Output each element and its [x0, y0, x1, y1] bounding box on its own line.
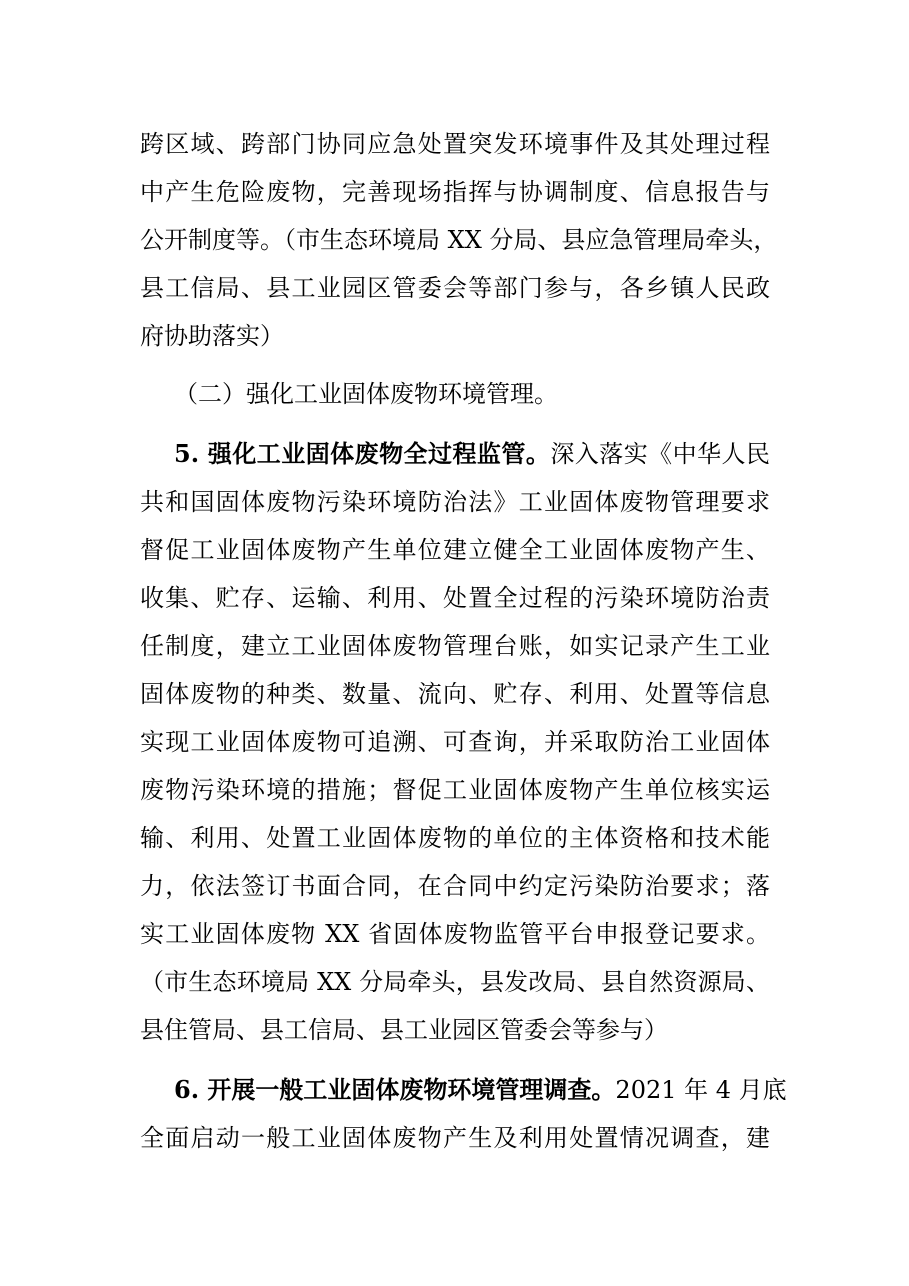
- paragraph-line: 收集、贮存、运输、利用、处置全过程的污染环境防治责: [140, 584, 770, 612]
- paragraph-line: 任制度，建立工业固体废物管理台账，如实记录产生工业: [140, 632, 770, 660]
- paragraph-line: 县工信局、县工业园区管委会等部门参与，各乡镇人民政: [140, 274, 770, 302]
- item-first-line: [174, 434, 770, 474]
- item-text: 2021 年 4 月底: [615, 1076, 787, 1104]
- paragraph-line: 输、利用、处置工业固体废物的单位的主体资格和技术能: [140, 824, 770, 852]
- item-text: 深入落实《中华人民: [550, 440, 770, 468]
- paragraph-line: 共和国固体废物污染环境防治法》工业固体废物管理要求: [140, 488, 770, 516]
- paragraph-line: 督促工业固体废物产生单位建立健全工业固体废物产生、: [140, 536, 770, 564]
- item-title: 5. 强化工业固体废物全过程监管。: [174, 439, 551, 468]
- item-first-line: [174, 1070, 787, 1110]
- paragraph-line: 固体废物的种类、数量、流向、贮存、利用、处置等信息: [140, 680, 770, 708]
- paragraph-line: 实现工业固体废物可追溯、可查询，并采取防治工业固体: [140, 728, 770, 756]
- section-heading: （二）强化工业固体废物环境管理。: [174, 380, 558, 408]
- paragraph-line: 跨区域、跨部门协同应急处置突发环境事件及其处理过程: [140, 130, 770, 158]
- paragraph-line: 全面启动一般工业固体废物产生及利用处置情况调查，建: [140, 1124, 770, 1152]
- paragraph-line: 府协助落实）: [140, 322, 284, 350]
- paragraph-line: 县住管局、县工信局、县工业园区管委会等参与）: [140, 1016, 668, 1044]
- paragraph-line: （市生态环境局 XX 分局牵头，县发改局、县自然资源局、: [140, 968, 770, 996]
- paragraph-line: 废物污染环境的措施；督促工业固体废物产生单位核实运: [140, 776, 770, 804]
- paragraph-line: 公开制度等。（市生态环境局 XX 分局、县应急管理局牵头，: [140, 226, 778, 254]
- paragraph-line: 中产生危险废物，完善现场指挥与协调制度、信息报告与: [140, 178, 770, 206]
- paragraph-line: 力，依法签订书面合同，在合同中约定污染防治要求；落: [140, 872, 770, 900]
- item-title: 6. 开展一般工业固体废物环境管理调查。: [174, 1075, 616, 1104]
- paragraph-line: 实工业固体废物 XX 省固体废物监管平台申报登记要求。: [140, 920, 770, 948]
